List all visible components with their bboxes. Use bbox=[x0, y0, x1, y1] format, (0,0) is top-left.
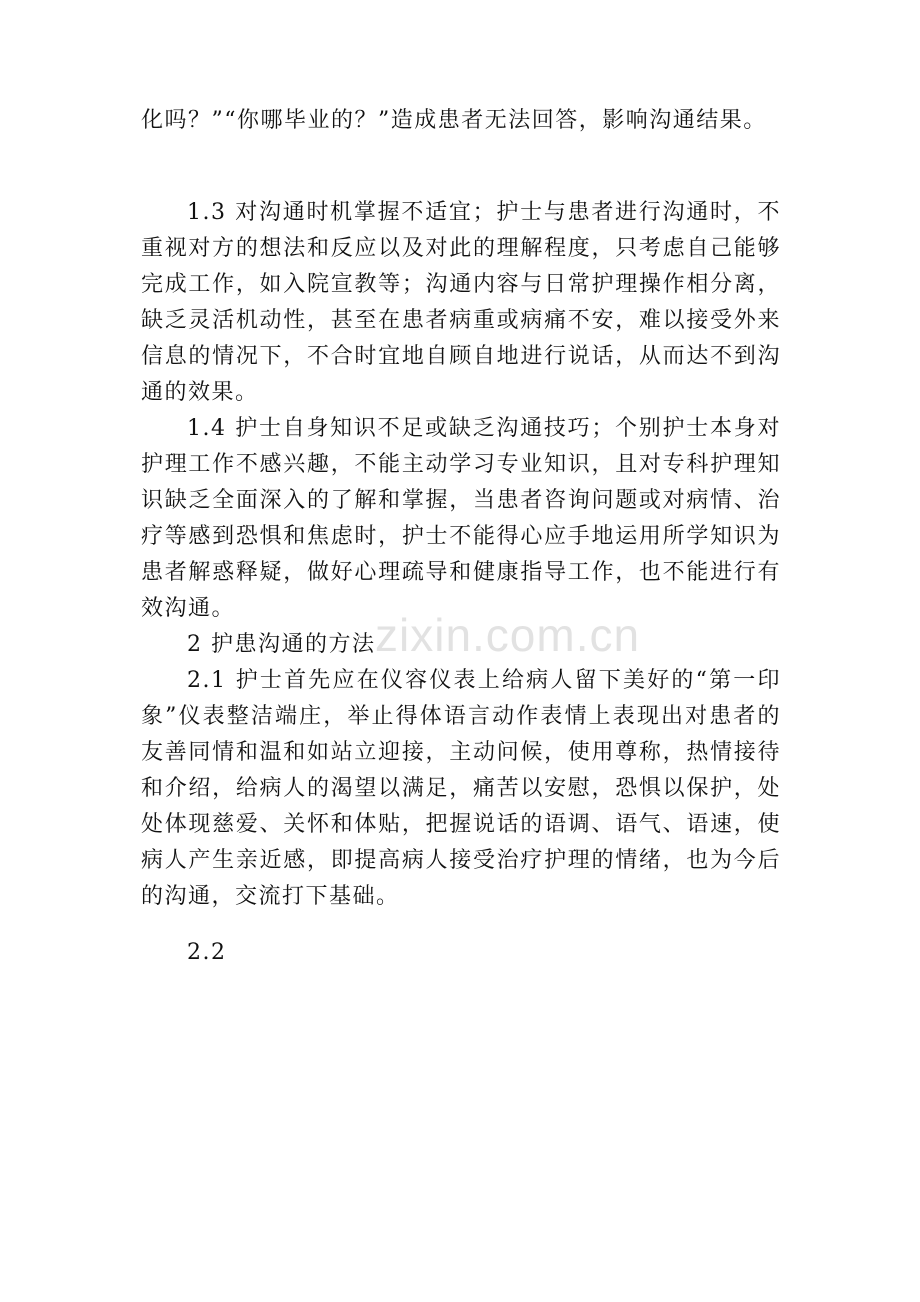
paragraph-1-3: 1.3 对沟通时机掌握不适宜；护士与患者进行沟通时，不重视对方的想法和反应以及对此的理解程度，只考虑自己能够完成工作，如入院宣教等；沟通内容与日常护理操作相分离，缺乏灵活机动性，甚至在患者病重或病痛不安，难以接受外来信息的情况下，不合时宜地自顾自地进行说话，从而达不到沟通的效果。 bbox=[141, 200, 781, 405]
watermark: zixin.com.cn bbox=[375, 609, 641, 661]
paragraph-2-1: 2.1 护士首先应在仪容仪表上给病人留下美好的“第一印象”仪表整洁端庄，举止得体语言动作表情上表现出对患者的友善同情和温和如站立迎接，主动问候，使用尊称，热情接待和介绍，给病人的渴望以满足，痛苦以安慰，恐惧以保护，处处体现慈爱、关怀和体贴，把握说话的语调、语气、语速，使病人产生亲近感，即提高病人接受治疗护理的情绪，也为今后的沟通，交流打下基础。 bbox=[141, 668, 781, 909]
paragraph-1-4: 1.4 护士自身知识不足或缺乏沟通技巧；个别护士本身对护理工作不感兴趣，不能主动学习专业知识，且对专科护理知识缺乏全面深入的了解和掌握，当患者咨询问题或对病情、治疗等感到恐惧和焦虑时，护士不能得心应手地运用所学知识为患者解惑释疑，做好心理疏导和健康指导工作，也不能进行有效沟通。 bbox=[141, 416, 781, 621]
paragraph-gap bbox=[141, 139, 781, 195]
section-heading-2: 2 护患沟通的方法 bbox=[187, 632, 376, 657]
paragraph-2-2: 2.2 bbox=[187, 940, 227, 965]
document-body bbox=[141, 103, 781, 971]
paragraph-gap bbox=[141, 915, 781, 935]
paragraph-continuation: 化吗？”“你哪毕业的？”造成患者无法回答，影响沟通结果。 bbox=[141, 108, 767, 133]
